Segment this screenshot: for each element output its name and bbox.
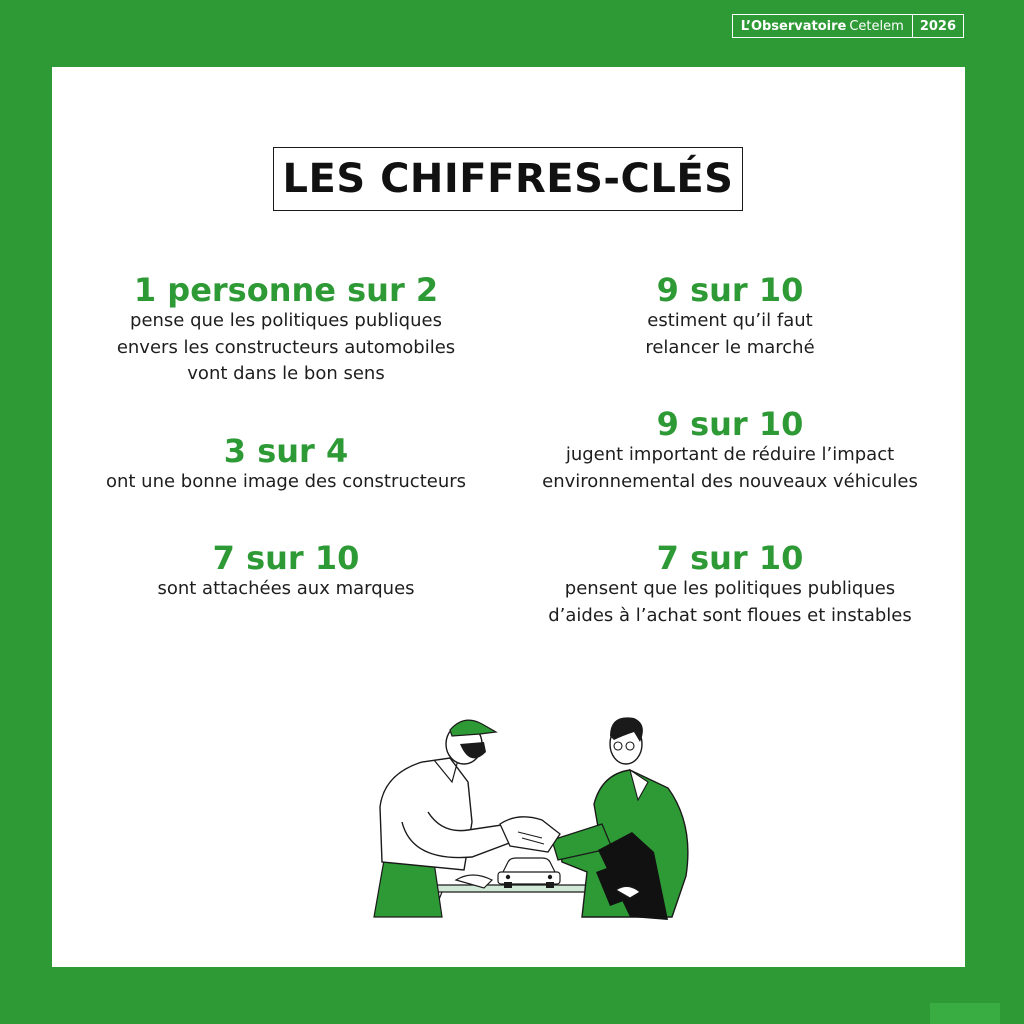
stat-left-1 — [66, 272, 506, 388]
stat-left-3 — [66, 540, 506, 603]
stat-description: estiment qu’il faut relancer le marché — [645, 310, 815, 358]
stat-description: pense que les politiques publiques envers les constructeurs automobiles vont dans le bon sens — [116, 310, 456, 384]
stat-description: ont une bonne image des constructeurs — [105, 471, 467, 492]
brand-name-light: Cetelem — [849, 18, 904, 34]
content-panel — [52, 67, 965, 967]
stat-figure: 7 sur 10 — [212, 539, 360, 577]
stat-description: pensent que les politiques publiques d’aides à l’achat sont floues et instables — [548, 578, 912, 626]
brand-year: 2026 — [912, 15, 963, 37]
stat-description: jugent important de réduire l’impact environnemental des nouveaux véhicules — [542, 444, 918, 492]
brand-name — [733, 15, 912, 37]
stat-right-2 — [510, 406, 950, 495]
stat-figure: 9 sur 10 — [656, 405, 804, 443]
brand-badge — [732, 14, 964, 38]
brand-name-bold: L’Observatoire — [740, 18, 847, 34]
stat-figure: 7 sur 10 — [656, 539, 804, 577]
stat-description: sont attachées aux marques — [157, 578, 415, 599]
bottom-corner-tab — [930, 1003, 1000, 1024]
stat-figure: 9 sur 10 — [656, 271, 804, 309]
stat-right-3 — [510, 540, 950, 629]
stat-figure: 3 sur 4 — [223, 432, 349, 470]
car-icon — [498, 858, 560, 888]
stat-right-1 — [510, 272, 950, 361]
stat-figure: 1 personne sur 2 — [133, 271, 439, 309]
page-title: LES CHIFFRES-CLÉS — [273, 147, 743, 211]
stat-left-2 — [66, 433, 506, 496]
handshake-car-dealer-illustration — [372, 712, 712, 922]
